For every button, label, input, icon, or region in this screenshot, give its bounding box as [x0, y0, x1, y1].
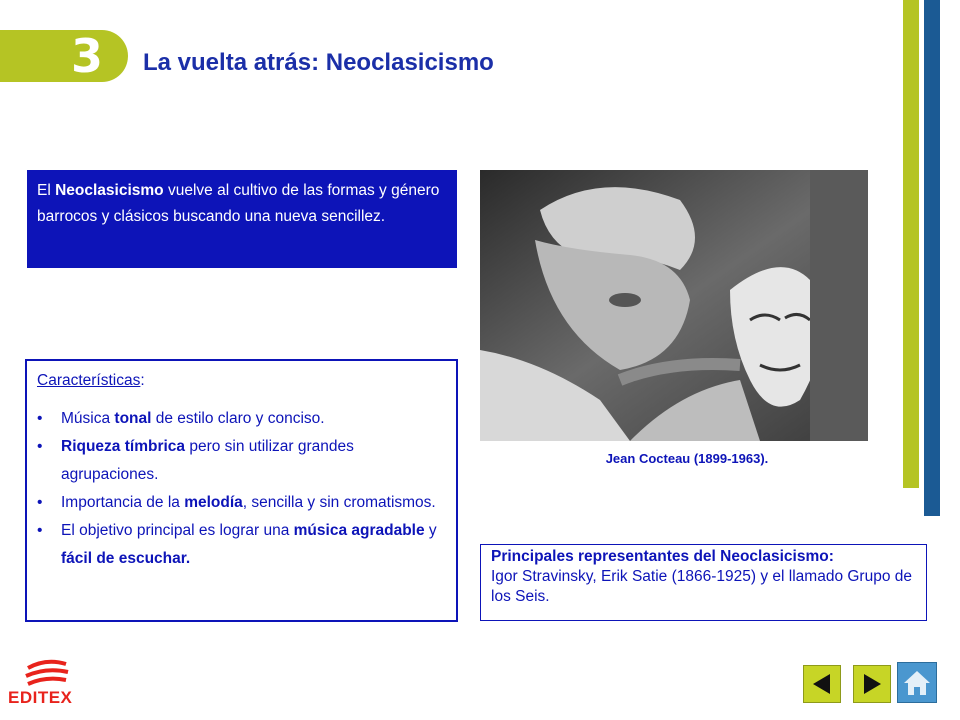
triangle-right-icon	[854, 666, 890, 702]
representatives-box	[480, 544, 927, 621]
bullet: •	[37, 494, 43, 511]
characteristics-list	[37, 405, 446, 573]
editex-logo-text: EDITEX	[8, 688, 73, 707]
home-button[interactable]	[897, 662, 937, 703]
photo-caption: Jean Cocteau (1899-1963).	[605, 451, 769, 466]
item-keyword: melodía	[184, 494, 243, 511]
previous-button[interactable]	[803, 665, 841, 703]
intro-text-end: vuelve al cultivo de las formas y género barrocos y clásicos buscando una nueva sencillez.	[37, 182, 440, 225]
representatives-heading: Principales representantes del Neoclasicismo:	[491, 548, 834, 565]
list-item	[37, 433, 446, 489]
representatives-text: Igor Stravinsky, Erik Satie (1866-1925) y el llamado Grupo de los Seis.	[491, 568, 912, 605]
list-item	[37, 517, 446, 573]
list-item	[37, 405, 446, 433]
bullet: •	[37, 522, 43, 539]
item-text: y	[424, 522, 437, 539]
item-text: Música	[61, 410, 115, 427]
bullet: •	[37, 410, 43, 427]
intro-box	[27, 170, 457, 268]
bullet: •	[37, 438, 43, 455]
characteristics-heading-label: Características	[37, 372, 141, 389]
item-text: Importancia de la	[61, 494, 185, 511]
intro-keyword: Neoclasicismo	[55, 182, 164, 199]
section-number: 3	[70, 29, 103, 83]
list-item	[37, 489, 446, 517]
triangle-left-icon	[804, 666, 840, 702]
editex-logo-icon	[22, 658, 72, 688]
next-button[interactable]	[853, 665, 891, 703]
item-text: pero sin utilizar grandes agrupaciones.	[61, 438, 354, 483]
item-keyword: tonal	[114, 410, 152, 427]
item-keyword: Riqueza tímbrica	[61, 438, 186, 455]
characteristics-heading-colon: :	[140, 372, 145, 389]
characteristics-box	[25, 359, 458, 622]
portrait-illustration	[480, 170, 868, 441]
item-keyword: música agradable	[293, 522, 425, 539]
editex-logo	[8, 658, 88, 714]
item-text: de estilo claro y conciso.	[151, 410, 325, 427]
decorative-bar-green	[903, 0, 919, 488]
portrait-photo	[480, 170, 868, 441]
house-icon	[898, 663, 936, 702]
item-text: , sencilla y sin cromatismos.	[242, 494, 436, 511]
item-keyword: fácil de escuchar.	[61, 550, 191, 567]
page-title: La vuelta atrás: Neoclasicismo	[143, 49, 494, 76]
intro-text-start: El	[37, 182, 56, 199]
item-text: El objetivo principal es lograr una	[61, 522, 294, 539]
characteristics-heading	[37, 367, 446, 395]
decorative-bar-blue	[924, 0, 940, 516]
